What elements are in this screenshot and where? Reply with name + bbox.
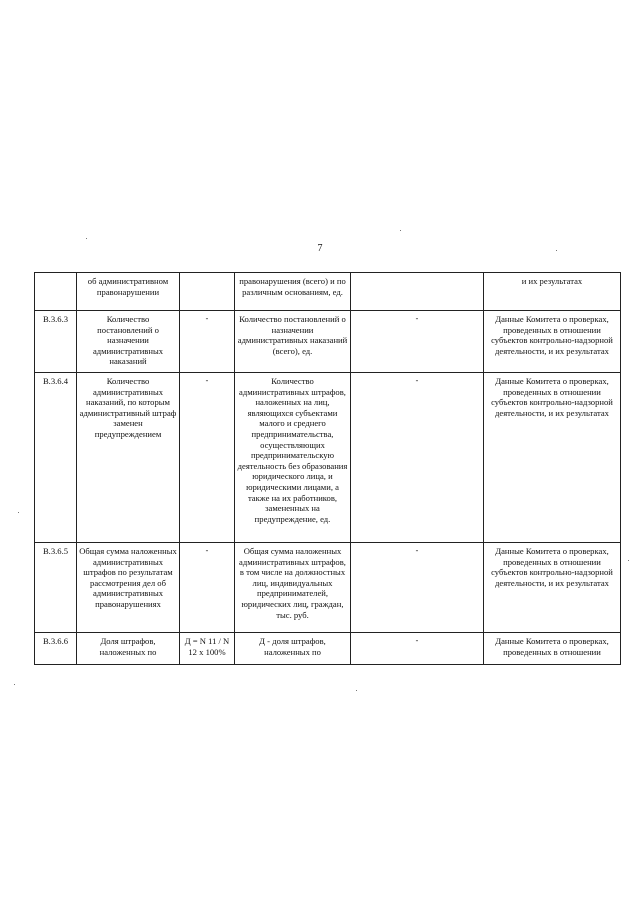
scan-speck <box>356 690 357 691</box>
scan-speck <box>18 512 19 513</box>
row-target <box>351 273 484 311</box>
table-row <box>35 273 621 311</box>
indicators-table <box>34 272 621 665</box>
row-name: об административном правонарушении <box>77 273 180 311</box>
row-formula: - <box>180 543 235 633</box>
row-formula: - <box>180 373 235 543</box>
row-indicator: Количество административных штрафов, наложенных на лиц, являющихся субъектами малого и среднего предпринимательства, осуществляющих предпринимательскую деятельность без образования юридического лица, и юридическими лицами, а также на их работников, замененных на предупреждение, ед. <box>235 373 351 543</box>
row-name: Доля штрафов, наложенных по <box>77 633 180 665</box>
row-source: Данные Комитета о проверках, проведенных в отношении субъектов контрольно-надзорной деятельности, и их результатах <box>484 543 621 633</box>
row-code: В.3.6.5 <box>35 543 77 633</box>
page-number: 7 <box>317 243 323 254</box>
row-name: Количество постановлений о назначении административных наказаний <box>77 311 180 373</box>
table-row <box>35 633 621 665</box>
row-indicator: Общая сумма наложенных административных штрафов, в том числе на должностных лиц, индивидуальных предпринимателей, юридических лиц, граждан, тыс. руб. <box>235 543 351 633</box>
row-target: - <box>351 543 484 633</box>
table-row <box>35 543 621 633</box>
row-indicator: Количество постановлений о назначении административных наказаний (всего), ед. <box>235 311 351 373</box>
row-formula: - <box>180 311 235 373</box>
row-code: В.3.6.3 <box>35 311 77 373</box>
row-indicator: правонарушения (всего) и по различным основаниям, ед. <box>235 273 351 311</box>
row-formula: Д = N 11 / N 12 x 100% <box>180 633 235 665</box>
table-row <box>35 373 621 543</box>
row-source: Данные Комитета о проверках, проведенных в отношении субъектов контрольно-надзорной деятельности, и их результатах <box>484 373 621 543</box>
row-name: Количество административных наказаний, по которым административный штраф заменен предупреждением <box>77 373 180 543</box>
scan-speck <box>400 230 401 231</box>
row-name: Общая сумма наложенных административных штрафов по результатам рассмотрения дел об административных правонарушениях <box>77 543 180 633</box>
row-source: Данные Комитета о проверках, проведенных в отношении <box>484 633 621 665</box>
row-target: - <box>351 373 484 543</box>
scan-speck <box>14 684 15 685</box>
row-indicator: Д - доля штрафов, наложенных по <box>235 633 351 665</box>
row-code: В.3.6.6 <box>35 633 77 665</box>
row-code: В.3.6.4 <box>35 373 77 543</box>
scan-speck <box>628 560 629 561</box>
row-source: Данные Комитета о проверках, проведенных в отношении субъектов контрольно-надзорной деятельности, и их результатах <box>484 311 621 373</box>
row-target: - <box>351 311 484 373</box>
table-row <box>35 311 621 373</box>
row-target: - <box>351 633 484 665</box>
row-formula <box>180 273 235 311</box>
row-code <box>35 273 77 311</box>
scan-speck <box>556 250 557 251</box>
row-source: и их результатах <box>484 273 621 311</box>
scan-speck <box>86 238 87 239</box>
